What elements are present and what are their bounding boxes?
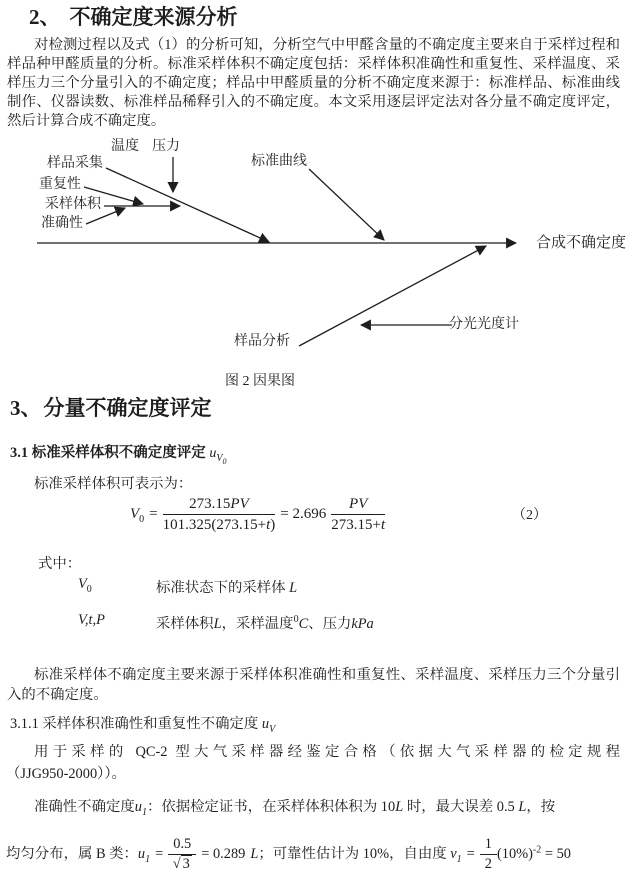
section-3-1-1-heading (10, 712, 275, 735)
section-3-heading (10, 395, 212, 421)
eq2-fraction-2: $\frac{PV}{273.15+t}$ (331, 496, 386, 533)
nu1-fraction: $\frac{1}{2}$ (480, 836, 497, 874)
definition-row-vtp (0, 612, 636, 632)
label-combined-uncertainty: 合成不确定度 (536, 235, 627, 251)
definition-row-v0 (0, 576, 636, 596)
u1-fraction: $\frac{0.5}{√ 3}$ (168, 836, 196, 874)
qc2-line-1: 用于采样的 QC-2 型大气采样器经鉴定合格（依据大气采样器的检定规程 (34, 744, 620, 760)
section-2-title: 不确定度来源分析 (69, 5, 238, 29)
section-3-number: 3、 (10, 396, 42, 420)
nu1-symbol: $\nu_1$ (450, 846, 462, 865)
accuracy-intro-line: 准确性不确定度$u_1$：依据检定证书，在采样体积体积为 10L 时，最大误差 0.5 L，按 (34, 799, 556, 818)
def-symbol-vtp: V,t,P (78, 612, 105, 628)
eq2-equals-2: = 2.696 (280, 505, 327, 522)
label-repeatability: 重复性 (39, 177, 81, 192)
figure-caption: 图 2 因果图 (225, 374, 295, 389)
final-formula-line: 均匀分布，属 B 类：$u_1$ = $\frac{0.5}{√ 3}$ = 0.289 L；可靠性估计为 10%，自由度 $\nu_1$ = $\frac{1}{2}$ $(10\%)^{-2} = 50$ (6, 836, 571, 873)
def-symbol-v0: $V_0$ (78, 576, 92, 595)
eq2-fraction-1: $\frac{273.15PV}{101.325(273.15+t)}$ (162, 496, 276, 533)
section-3-1-heading (10, 441, 226, 466)
label-pressure: 压力 (152, 139, 180, 154)
label-spectrophotometer: 分光光度计 (449, 317, 519, 332)
label-sampling-volume: 采样体积 (45, 197, 101, 212)
label-sample-analysis: 样品分析 (234, 334, 290, 349)
eq2-V-sub: 0 (139, 513, 145, 525)
section-2-number: 2、 (29, 5, 61, 29)
sample-collection-branch (106, 168, 269, 242)
section-3-title: 分量不确定度评定 (43, 396, 212, 420)
sources-paragraph: 标准采样体不确定度主要来源于采样体积准确性和重复性、采样温度、采样压力三个分量引入的不确定度。 (7, 667, 620, 703)
equation-2 (0, 495, 636, 534)
label-temperature: 温度 (111, 139, 139, 154)
label-sample-collection: 样品采集 (47, 156, 103, 171)
def-desc-vtp: 采样体积L，采样温度$^0$C、压力kPa (156, 614, 374, 632)
section-2-paragraph: 对检测过程以及式（1）的分析可知，分析空气中甲醛含量的不确定度主要来自于采样过程和样品种甲醛质量的分析。标准采样体积不确定度包括：采样体积准确性和重复性、采样温度、采样压力三个分量引入的不确定度；样品中甲醛质量的分析不确定度来源于：标准样品、标准曲线制作、仪器读数、标准样品稀释引入的不确定度。本文采用逐层评定法对各分量不确定度评定，然后计算合成不确定度。 (7, 37, 620, 129)
eq2-V: V (130, 505, 140, 522)
standard-curve-branch (309, 169, 384, 240)
def-desc-v0: 标准状态下的采样体 L (156, 580, 298, 596)
qc2-line-2: （JJG950-2000））。 (6, 766, 126, 782)
where-label: 式中： (38, 556, 82, 572)
expression-intro: 标准采样体积可表示为： (34, 476, 193, 492)
equation-number: （2） (512, 508, 547, 523)
eq2-equals-1: = (149, 505, 158, 522)
label-standard-curve: 标准曲线 (251, 154, 307, 169)
fishbone-diagram (0, 0, 636, 400)
section-3-1-1-title: 3.1.1 采样体积准确性和重复性不确定度 (10, 716, 259, 732)
u-v-symbol: $u_V$ (261, 716, 276, 735)
section-3-1-title: 3.1 标准采样体积不确定度评定 (10, 445, 206, 461)
u1-symbol-2: $u_1$ (137, 846, 151, 865)
u1-symbol: $u_1$ (134, 799, 147, 818)
label-accuracy: 准确性 (41, 216, 83, 231)
u-v0-symbol: $u_{V_0}$ (209, 446, 227, 466)
